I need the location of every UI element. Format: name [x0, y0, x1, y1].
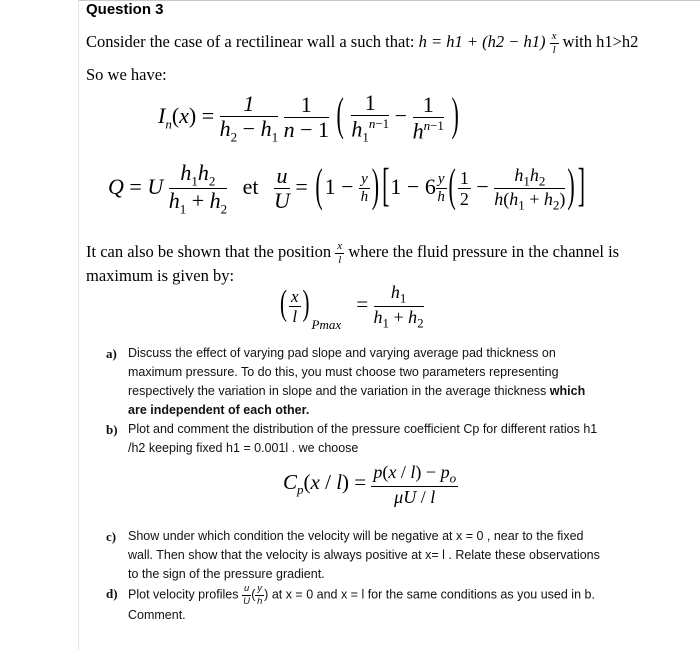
wall-condition: with h1>h2: [562, 32, 639, 51]
question-parts-cd: [106, 527, 606, 625]
y-over-h-fraction: $\frac{y}{h}$: [257, 583, 263, 607]
question-parts-ab: [106, 344, 606, 458]
position-line-2: maximum is given by:: [86, 266, 235, 285]
part-c: c) Show under which condition the velocity will be negative at x = 0 , near to the fixed wall. Then show that the velocity is always positive at x= l . Relate these observations to the sign of the pressure gradient.: [106, 529, 600, 581]
wall-equation: h = h1 + (h2 − h1): [418, 32, 546, 51]
intro-text: Consider the case of a rectilinear wall a such that:: [86, 32, 415, 51]
x-over-l-fraction: $\frac{x}{l}$: [551, 29, 557, 56]
so-we-have-text: So we have:: [86, 65, 167, 84]
part-d: d) Plot velocity profiles $\frac{u}{U}$ ( $\frac{y}{h}$ ) at x = 0 and x = l for the same conditions as you used in b. Comment.: [106, 583, 595, 622]
page-top-border: [78, 0, 700, 1]
velocity-equation: $\frac{u}{U}$ = (1 − $\frac{y}{h}$ ) [1 − 6 $\frac{y}{h}$ ( $\frac{1}{2}$ − $\frac{h_1h_2}{h(h_1 + h_2)}$ ) ]: [274, 158, 586, 214]
question-title: Question 3: [86, 1, 164, 18]
pmax-equation: ( $\frac{x}{l}$ )$_{Pmax}$ = $\frac{h_1}{h_1 + h_2}$: [280, 282, 424, 332]
In-equation: $I_n(x)$ = $\frac{1}{h_2 - h_1}$ $\frac{1}{n - 1}$ ( $\frac{1}{h_1^{n-1}}$ − $\frac{1}{h^{n-1}}$ ): [158, 87, 459, 145]
page-left-border: [78, 0, 79, 650]
pmax-label: Pmax: [311, 316, 342, 332]
Q-equation: Q = U $\frac{h_1h_2}{h_1 + h_2}$: [108, 160, 228, 217]
intro-line: [86, 30, 638, 56]
part-a: a) Discuss the effect of varying pad slope and varying average pad thickness on maximum pressure. To do this, you must choose two parameters representing respectively the variation in slope and the variation in the average thickness which are independent of each other.: [106, 346, 586, 417]
et-word: et: [242, 173, 259, 199]
cp-equation: $C_p(x / l)$ = $\frac{p(x / l) - p_o}{\mu U / l}$: [283, 462, 457, 507]
position-line-1: It can also be shown that the position $\frac{x}{l}$ where the fluid pressure in the channel is: [86, 239, 620, 266]
In-lhs: $I_n(x)$ =: [158, 102, 215, 132]
Q-and-velocity-equation: [108, 158, 586, 217]
u-over-U-fraction: $\frac{u}{U}$: [243, 583, 251, 607]
part-b: b) Plot and comment the distribution of the pressure coefficient Cp for different ratios h1 /h2 keeping fixed h1 = 0.001l . we choose: [106, 422, 598, 455]
